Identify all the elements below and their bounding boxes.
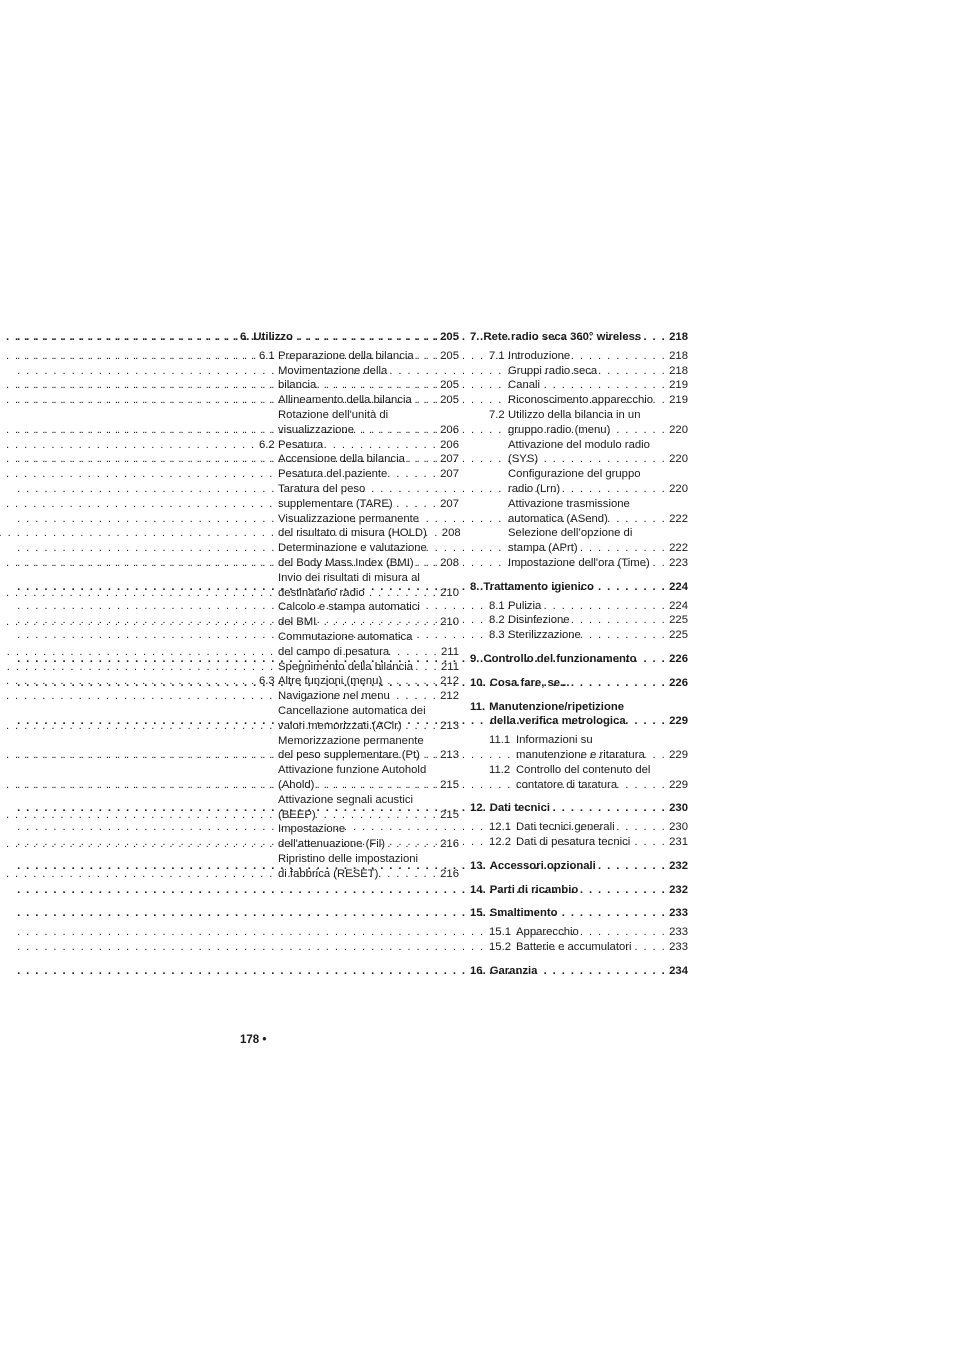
toc-section[interactable] xyxy=(470,835,688,850)
toc-section[interactable] xyxy=(470,820,688,835)
toc-entry-title: bilancia xyxy=(278,379,317,392)
toc-page-number: 223 xyxy=(669,556,688,569)
toc-leader-dots xyxy=(583,925,666,940)
toc-entry-title: Ripristino delle impostazioni xyxy=(278,852,419,865)
toc-entry-title: Smaltimento xyxy=(489,907,558,920)
toc-chapter[interactable] xyxy=(470,964,688,979)
toc-subsection[interactable] xyxy=(470,482,688,497)
toc-page-number: 230 xyxy=(669,802,688,815)
toc-subsection[interactable] xyxy=(470,541,688,556)
toc-page-number: 207 xyxy=(440,497,459,510)
toc-entry-title: Impostazione xyxy=(278,823,346,836)
toc-leader-dots xyxy=(619,820,667,835)
toc-entry-title: destinatario radio xyxy=(278,586,365,599)
toc-entry-title: di fabbrica (RESET) xyxy=(278,867,379,880)
toc-entry-number: 15.2 xyxy=(489,940,511,953)
toc-entry-number: 6. xyxy=(240,331,250,343)
toc-entry-title: Parti di ricambio xyxy=(489,883,579,896)
toc-entry-title: Manutenzione/ripetizione xyxy=(489,700,625,713)
toc-entry-title: Garanzia xyxy=(489,964,538,977)
toc-leader-dots xyxy=(601,364,666,379)
toc-subsection[interactable] xyxy=(470,526,688,541)
toc-entry-number: 10. xyxy=(470,676,486,689)
toc-page-number: 225 xyxy=(669,614,688,627)
toc-page-number: 229 xyxy=(669,715,688,728)
toc-leader-dots xyxy=(562,906,667,921)
toc-entry-title: Controllo del contenuto del xyxy=(516,763,651,776)
toc-entry-title: Invio dei risultati di misura al xyxy=(278,571,420,584)
toc-leader-dots xyxy=(649,748,666,763)
toc-chapter[interactable] xyxy=(470,580,688,595)
toc-leader-dots xyxy=(630,714,667,729)
toc-section[interactable] xyxy=(240,438,459,453)
toc-entry-title: Memorizzazione permanente xyxy=(278,734,424,747)
toc-page-number: 207 xyxy=(440,468,459,481)
toc-page-number: 219 xyxy=(669,379,688,392)
toc-entry-title: Informazioni su xyxy=(516,734,593,747)
toc-subsection[interactable] xyxy=(470,423,688,438)
toc-entry-number: 8. xyxy=(470,580,480,593)
toc-leader-dots xyxy=(574,349,666,364)
toc-entry-title: stampa (APrt) xyxy=(508,542,578,555)
toc-page-number: 205 xyxy=(440,379,459,392)
toc-entry-title: del BMI xyxy=(278,616,317,629)
toc-leader-dots xyxy=(564,482,666,497)
toc-entry-title: Dati di pesatura tecnici xyxy=(516,835,631,848)
toc-page-number: 205 xyxy=(440,331,459,343)
toc-entry-title: Cancellazione automatica dei xyxy=(278,704,426,717)
toc-subsection[interactable] xyxy=(470,452,688,467)
toc-entry-title: radio (Lrn) xyxy=(508,482,561,495)
toc-chapter[interactable] xyxy=(470,700,688,715)
toc-page-number: 232 xyxy=(669,859,688,872)
toc-section[interactable] xyxy=(470,925,688,940)
toc-section[interactable] xyxy=(470,408,688,423)
toc-leader-dots xyxy=(431,526,439,541)
toc-entry-title: Gruppi radio seca xyxy=(508,364,598,377)
toc-section[interactable] xyxy=(470,613,688,628)
toc-entry-title: Visualizzazione permanente xyxy=(278,512,420,525)
toc-entry-number: 7.1 xyxy=(489,349,505,362)
toc-entry-title: (SYS) xyxy=(508,453,539,466)
toc-page-number: 229 xyxy=(669,778,688,791)
toc-subsection[interactable] xyxy=(240,763,459,778)
toc-entry-title: Utilizzo della bilancia in un xyxy=(508,408,641,421)
toc-entry-number: 7. xyxy=(470,331,480,343)
toc-leader-dots xyxy=(645,330,666,345)
toc-entry-title: contatore di taratura xyxy=(516,778,618,791)
toc-page-number: 213 xyxy=(440,749,459,762)
toc-entry-title: Movimentazione della xyxy=(278,364,388,377)
toc-entry-number: 12.2 xyxy=(489,835,511,848)
toc-entry-number: 8.3 xyxy=(489,629,505,642)
toc-page-number: 222 xyxy=(669,542,688,555)
toc-leader-dots xyxy=(327,438,437,453)
toc-subsection[interactable] xyxy=(470,378,688,393)
toc-entry-title: supplementare (TARE) xyxy=(278,497,393,510)
toc-entry-title: Configurazione del gruppo xyxy=(508,468,641,481)
toc-entry-number: 15.1 xyxy=(489,926,511,939)
toc-chapter[interactable] xyxy=(470,652,688,667)
toc-section[interactable] xyxy=(470,349,688,364)
toc-entry-title: Impostazione dell'ora (Time) xyxy=(508,556,650,569)
toc-chapter[interactable] xyxy=(470,859,688,874)
toc-entry-title: Disinfezione xyxy=(508,614,570,627)
toc-leader-dots xyxy=(391,467,437,482)
toc-entry-title: manutenzione e ritaratura xyxy=(516,748,645,761)
toc-entry-number: 13. xyxy=(470,859,486,872)
toc-entry-title: gruppo radio (menu) xyxy=(508,423,611,436)
toc-leader-dots xyxy=(544,378,666,393)
toc-section[interactable] xyxy=(470,940,688,955)
toc-entry-title: Attivazione funzione Autohold xyxy=(278,764,427,777)
toc-entry-title: Calcolo e stampa automatici xyxy=(278,601,420,614)
toc-page-number: 205 xyxy=(440,349,459,362)
toc-subsection[interactable] xyxy=(470,556,688,571)
toc-entry-title: Taratura del peso xyxy=(278,482,366,495)
toc-entry-title: Navigazione nel menu xyxy=(278,690,390,703)
toc-page-number: 216 xyxy=(440,867,459,880)
toc-chapter[interactable] xyxy=(470,906,688,921)
toc-page-number: 207 xyxy=(440,453,459,466)
toc-page-number: 206 xyxy=(440,438,459,451)
toc-page-number: 218 xyxy=(669,364,688,377)
toc-subsection[interactable] xyxy=(240,526,459,541)
toc-entry-title: Pulizia xyxy=(508,599,542,612)
toc-entry-title: Determinazione e valutazione xyxy=(278,542,427,555)
toc-entry-title: Allineamento della bilancia xyxy=(278,394,412,407)
toc-page-number: 232 xyxy=(669,883,688,896)
toc-entry-title: Altre funzioni (menu) xyxy=(278,675,383,688)
toc-page-number: 231 xyxy=(669,835,688,848)
toc-page-number: 208 xyxy=(441,527,461,540)
toc-page-number: 218 xyxy=(669,331,688,343)
toc-entry-title: (Ahold) xyxy=(278,778,315,791)
toc-entry-title: Rotazione dell'unità di xyxy=(278,408,389,421)
toc-page-number: 205 xyxy=(440,394,459,407)
toc-entry-title: Pesatura del paziente xyxy=(278,468,388,481)
toc-leader-dots xyxy=(585,628,666,643)
toc-entry-title: Cosa fare, se... xyxy=(489,676,570,689)
toc-entry-title: Introduzione xyxy=(508,349,571,362)
toc-page-number: 212 xyxy=(440,675,459,688)
toc-page-number: 218 xyxy=(669,349,688,362)
toc-entry-title: Pesatura xyxy=(278,438,324,451)
toc-leader-dots xyxy=(394,689,437,704)
toc-chapter[interactable] xyxy=(470,676,688,691)
toc-section[interactable] xyxy=(470,733,688,748)
toc-page-number: 233 xyxy=(669,907,688,920)
toc-leader-dots xyxy=(614,423,666,438)
toc-entry-title: della verifica metrologica xyxy=(490,715,626,728)
toc-page-number: 220 xyxy=(669,482,688,495)
toc-entry-title: del Body Mass Index (BMI) xyxy=(278,556,414,569)
toc-leader-dots xyxy=(654,556,666,571)
toc-entry-title: Commutazione automatica xyxy=(278,630,413,643)
toc-subsection[interactable] xyxy=(240,467,459,482)
toc-entry-title: Rete radio seca 360° wireless xyxy=(483,331,642,343)
toc-subsection[interactable] xyxy=(470,778,688,793)
toc-section[interactable] xyxy=(470,763,688,778)
toc-subsection[interactable] xyxy=(470,364,688,379)
toc-page-number: 210 xyxy=(440,616,459,629)
toc-page-number: 208 xyxy=(440,556,459,569)
toc-leader-dots xyxy=(612,512,666,527)
toc-entry-title: Spegnimento della bilancia xyxy=(278,660,414,673)
toc-leader-dots xyxy=(636,940,667,955)
toc-page-number: 212 xyxy=(440,690,459,703)
toc-entry-title: dell'attenuazione (Fil) xyxy=(278,838,386,851)
toc-page-number: 229 xyxy=(669,748,688,761)
toc-subsection[interactable] xyxy=(240,734,459,749)
toc-subsection[interactable] xyxy=(470,393,688,408)
toc-entry-number: 12. xyxy=(470,802,486,815)
toc-entry-title: Controllo del funzionamento xyxy=(483,652,637,665)
toc-entry-title: Riconoscimento apparecchio xyxy=(508,394,654,407)
toc-page-number: 225 xyxy=(669,629,688,642)
toc-section[interactable] xyxy=(470,599,688,614)
toc-page-number: 233 xyxy=(669,926,688,939)
toc-entry-title: valori memorizzati (AClr) xyxy=(278,719,402,732)
toc-entry-title: Attivazione segnali acustici xyxy=(278,793,414,806)
toc-entry-title: Selezione dell’opzione di xyxy=(508,527,633,540)
toc-chapter[interactable] xyxy=(470,714,688,729)
toc-entry-title: Attivazione del modulo radio xyxy=(508,438,650,451)
toc-entry-number: 9. xyxy=(470,652,480,665)
toc-leader-dots xyxy=(554,801,666,816)
toc-subsection[interactable] xyxy=(470,438,688,453)
toc-page-number: 215 xyxy=(440,778,459,791)
toc-subsection[interactable] xyxy=(240,689,459,704)
toc-leader-dots xyxy=(541,964,666,979)
toc-entry-title: Sterilizzazione xyxy=(508,629,581,642)
toc-page-number: 211 xyxy=(440,645,459,658)
toc-entry-number: 11. xyxy=(470,700,486,713)
toc-section[interactable] xyxy=(470,628,688,643)
toc-entry-number: 6.1 xyxy=(259,349,275,362)
toc-page-number: 213 xyxy=(440,719,459,732)
toc-entry-title: Dati tecnici generali xyxy=(516,821,615,834)
toc-leader-dots xyxy=(573,676,666,691)
toc-subsection[interactable] xyxy=(240,408,459,423)
toc-leader-dots xyxy=(542,452,666,467)
toc-entry-title: Attivazione trasmissione xyxy=(508,497,630,510)
toc-page-number: 230 xyxy=(669,821,688,834)
toc-page-number: 226 xyxy=(669,652,688,665)
toc-leader-dots xyxy=(582,883,666,898)
toc-entry-title: Batterie e accumulatori xyxy=(516,940,632,953)
toc-column-right xyxy=(470,330,688,982)
toc-entry-number: 12.1 xyxy=(489,821,511,834)
toc-leader-dots xyxy=(657,393,666,408)
toc-page-number: 215 xyxy=(440,808,459,821)
toc-entry-title: Canali xyxy=(508,379,541,392)
toc-entry-number: 11.1 xyxy=(489,734,511,747)
toc-leader-dots xyxy=(598,580,666,595)
toc-entry-number: 8.1 xyxy=(489,599,505,612)
toc-entry-number: 15. xyxy=(470,907,486,920)
toc-subsection[interactable] xyxy=(470,497,688,512)
toc-leader-dots xyxy=(621,778,666,793)
toc-entry-title: automatica (ASend) xyxy=(508,512,608,525)
toc-chapter[interactable] xyxy=(470,801,688,816)
toc-entry-title: Accensione della bilancia xyxy=(278,453,405,466)
toc-entry-number: 16. xyxy=(470,964,486,977)
toc-leader-dots xyxy=(634,835,666,850)
toc-page-number: 234 xyxy=(669,964,688,977)
toc-entry-title: del risultato di misura (HOLD) xyxy=(278,527,427,540)
page-number: 178 • xyxy=(240,1034,267,1046)
toc-entry-title: Apparecchio xyxy=(516,926,579,939)
toc-page-number: 224 xyxy=(669,580,688,593)
toc-entry-title: Trattamento igienico xyxy=(483,580,594,593)
toc-entry-number: 7.2 xyxy=(489,408,505,421)
toc-page-number: 224 xyxy=(669,599,688,612)
toc-entry-number: 6.2 xyxy=(259,438,275,451)
toc-page-number: 233 xyxy=(669,940,688,953)
toc-entry-title: Utilizzo xyxy=(253,331,293,343)
toc-leader-dots xyxy=(574,613,667,628)
toc-page-number: 211 xyxy=(440,660,459,673)
toc-entry-number: 8.2 xyxy=(489,614,505,627)
toc-leader-dots xyxy=(545,599,666,614)
toc-page-number: 216 xyxy=(440,838,459,851)
toc-subsection[interactable] xyxy=(470,748,688,763)
toc-leader-dots xyxy=(600,859,666,874)
toc-page-number: 219 xyxy=(669,394,688,407)
toc-leader-dots xyxy=(582,541,666,556)
toc-entry-title: del peso supplementare (Pt) xyxy=(278,749,420,762)
toc-entry-title: Dati tecnici xyxy=(489,802,550,815)
toc-subsection[interactable] xyxy=(470,512,688,527)
toc-leader-dots xyxy=(397,497,437,512)
toc-subsection[interactable] xyxy=(240,497,459,512)
toc-leader-dots xyxy=(641,652,667,667)
toc-page-number: 226 xyxy=(669,676,688,689)
toc-page-number: 220 xyxy=(669,423,688,436)
toc-chapter[interactable] xyxy=(470,330,688,345)
toc-entry-number: 6.3 xyxy=(259,675,275,688)
toc-entry-title: Preparazione della bilancia xyxy=(278,349,414,362)
toc-page-number: 210 xyxy=(440,586,459,599)
toc-entry-number: 11.2 xyxy=(489,763,511,776)
toc-entry-number: 14. xyxy=(470,883,486,896)
toc-chapter[interactable] xyxy=(470,883,688,898)
toc-entry-title: Accessori opzionali xyxy=(489,859,596,872)
toc-entry-title: del campo di pesatura xyxy=(278,645,390,658)
toc-page-number: 222 xyxy=(669,512,688,525)
toc-page-number: 220 xyxy=(669,453,688,466)
toc-entry-title: visualizzazione xyxy=(278,423,354,436)
toc-entry-title: (BEEP) xyxy=(278,808,316,821)
toc-page-number: 206 xyxy=(440,423,459,436)
toc-subsection[interactable] xyxy=(470,467,688,482)
